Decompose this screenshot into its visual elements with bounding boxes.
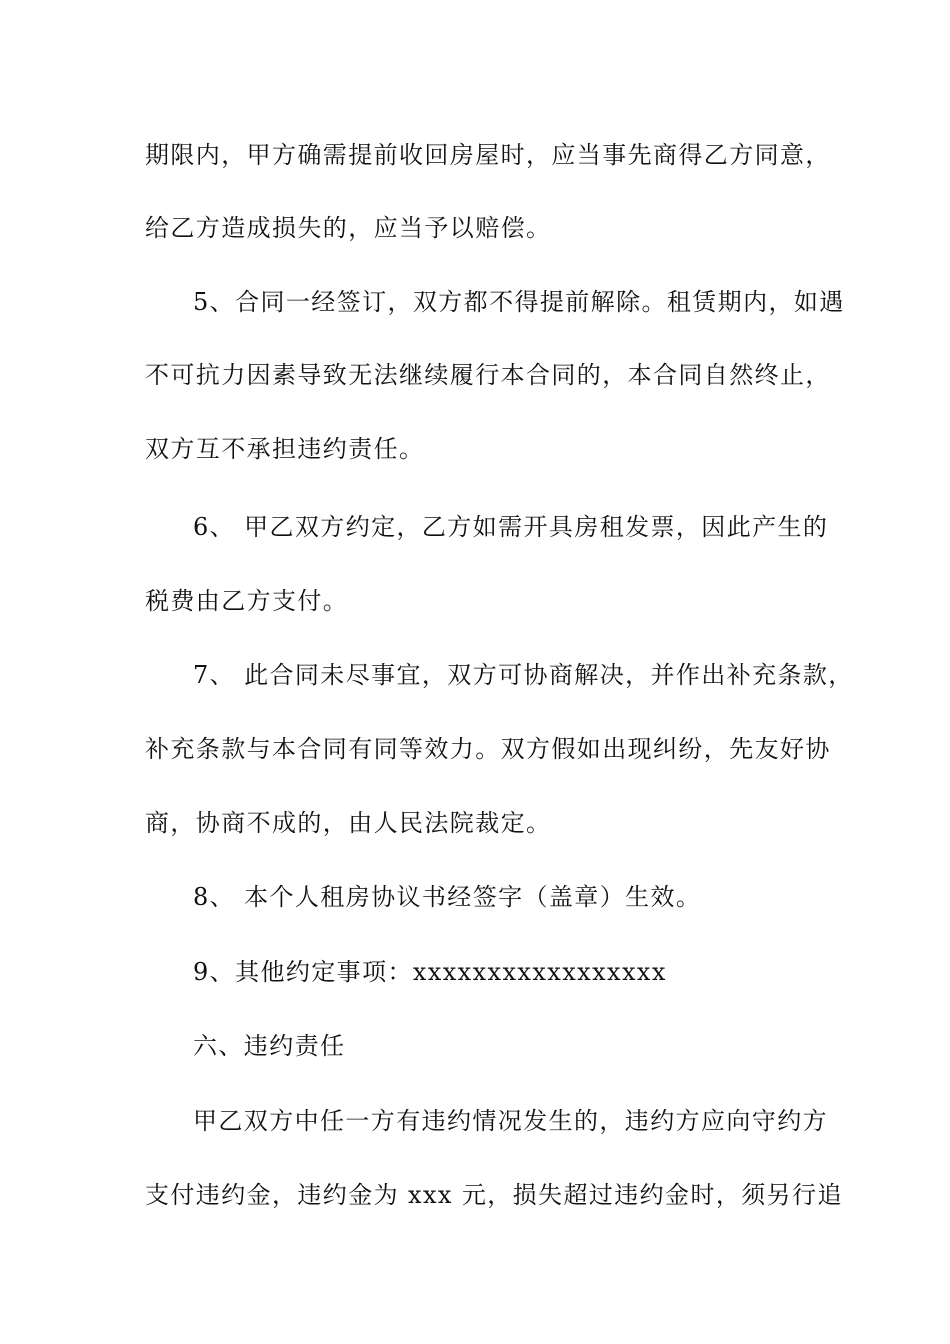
text-line-1: 期限内，甲方确需提前收回房屋时，应当事先商得乙方同意，	[145, 141, 831, 169]
clause-5-line-1: 5、合同一经签订，双方都不得提前解除。租赁期内，如遇	[193, 288, 845, 316]
clause-5-line-3: 双方互不承担违约责任。	[145, 435, 425, 463]
breach-para-line-2: 支付违约金，违约金为 xxx 元，损失超过违约金时，须另行追	[145, 1181, 843, 1209]
section-heading: 六、违约责任	[193, 1032, 346, 1060]
clause-7-line-1: 7、 此合同未尽事宜，双方可协商解决，并作出补充条款，	[193, 661, 854, 689]
clause-9-line: 9、其他约定事项：xxxxxxxxxxxxxxxxx	[193, 958, 667, 986]
clause-8-line: 8、 本个人租房协议书经签字（盖章）生效。	[193, 883, 702, 911]
clause-7-line-2: 补充条款与本合同有同等效力。双方假如出现纠纷，先友好协	[145, 735, 831, 763]
clause-6-line-2: 税费由乙方支付。	[145, 587, 349, 615]
breach-para-line-1: 甲乙双方中任一方有违约情况发生的，违约方应向守约方	[193, 1107, 828, 1135]
clause-6-line-1: 6、 甲乙双方约定，乙方如需开具房租发票，因此产生的	[193, 513, 829, 541]
clause-5-line-2: 不可抗力因素导致无法继续履行本合同的，本合同自然终止，	[145, 361, 831, 389]
text-line-2: 给乙方造成损失的，应当予以赔偿。	[145, 214, 552, 242]
clause-7-line-3: 商，协商不成的，由人民法院裁定。	[145, 809, 552, 837]
